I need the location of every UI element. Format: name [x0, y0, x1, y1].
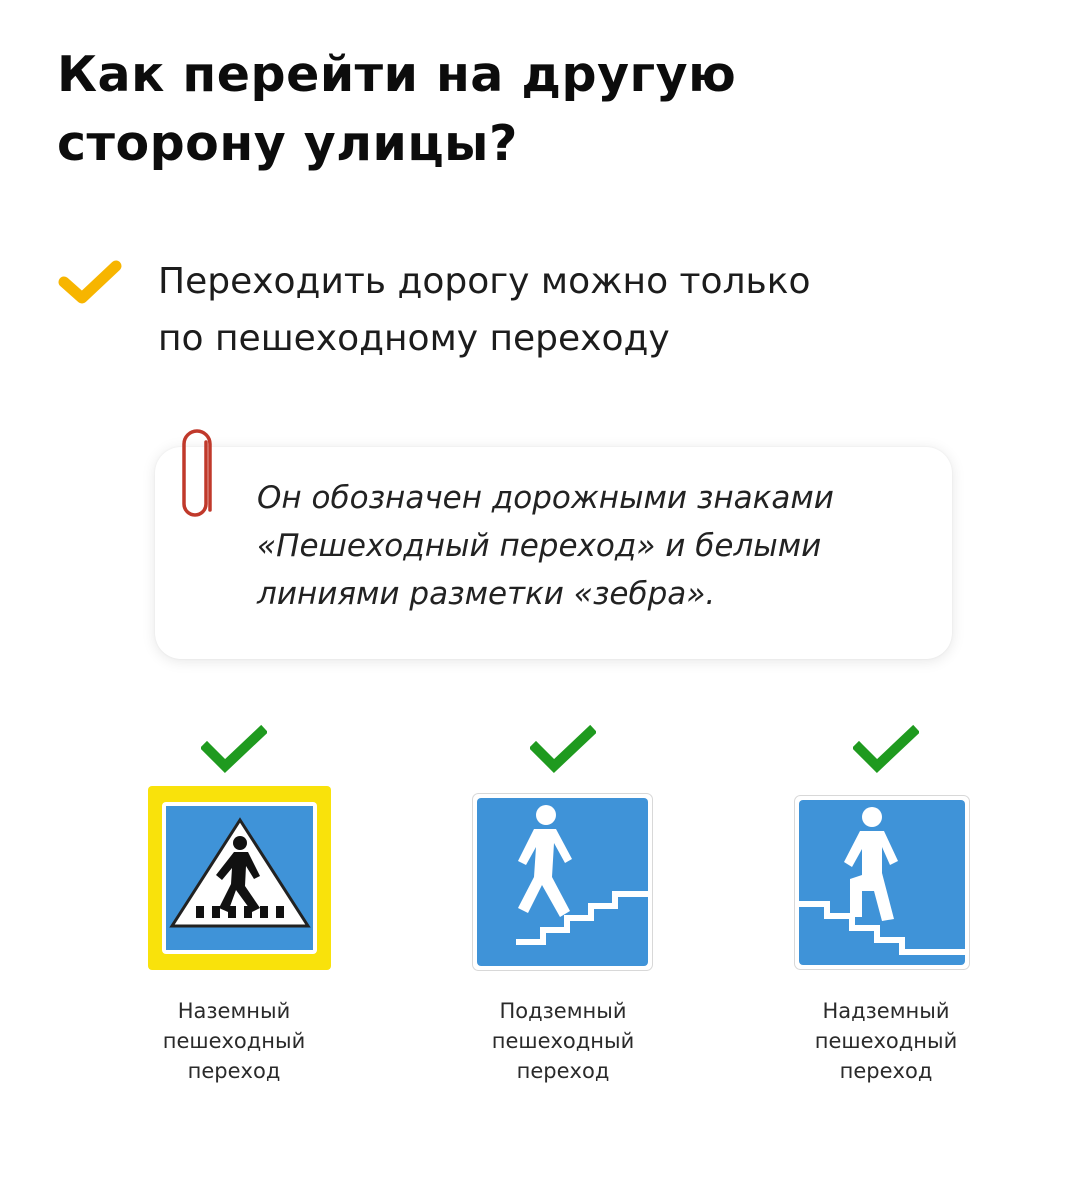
note-text-line-2: «Пешеходный переход» и белыми	[257, 528, 822, 564]
underground-crossing-sign-icon	[472, 793, 653, 971]
caption-line-1: Наземный	[177, 999, 291, 1023]
check-icon	[853, 724, 919, 776]
crossing-ground-caption	[114, 996, 354, 1086]
caption-line-1: Подземный	[499, 999, 627, 1023]
caption-line-1: Надземный	[822, 999, 950, 1023]
caption-line-3: переход	[839, 1059, 933, 1083]
crossing-ground-check	[114, 724, 354, 776]
page-title	[57, 40, 1037, 178]
caption-line-2: пешеходный	[814, 1029, 958, 1053]
pedestrian-crossing-sign-icon	[148, 786, 331, 970]
crossing-overpass-caption	[766, 996, 1006, 1086]
rule-text-line-1: Переходить дорогу можно только	[158, 261, 811, 302]
caption-line-3: переход	[516, 1059, 610, 1083]
note-text	[257, 474, 937, 618]
caption-line-2: пешеходный	[162, 1029, 306, 1053]
crossing-underground-caption	[443, 996, 683, 1086]
overpass-crossing-sign-icon	[794, 795, 970, 970]
crossing-underground-check	[443, 724, 683, 776]
caption-line-2: пешеходный	[491, 1029, 635, 1053]
note-text-line-1: Он обозначен дорожными знаками	[257, 480, 834, 516]
rule-text-line-2: по пешеходному переходу	[158, 318, 670, 359]
page-title-line-2: сторону улицы?	[57, 115, 518, 172]
page-title-line-1: Как перейти на другую	[57, 46, 737, 103]
crossing-overpass-check	[766, 724, 1006, 776]
paperclip-icon	[176, 428, 218, 528]
check-icon	[58, 258, 122, 306]
note-text-line-3: линиями разметки «зебра».	[257, 576, 716, 612]
check-icon	[530, 724, 596, 776]
caption-line-3: переход	[187, 1059, 281, 1083]
check-icon	[201, 724, 267, 776]
rule-text	[158, 253, 1038, 367]
